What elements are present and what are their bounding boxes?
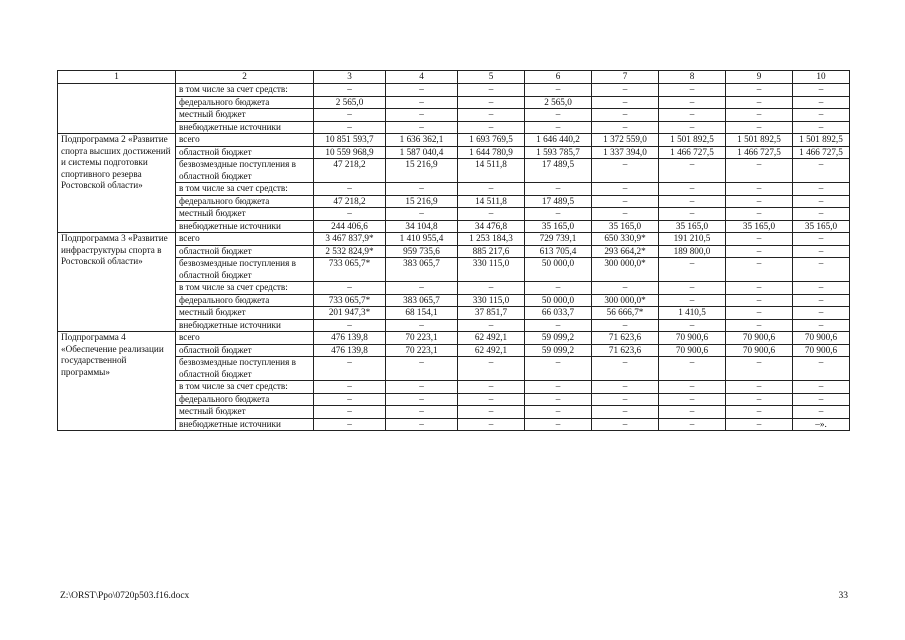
- amount-cell: –: [314, 406, 386, 419]
- amount-cell: –: [592, 319, 659, 332]
- file-path-footer: Z:\ORST\Ppo\0720p503.f16.docx: [60, 591, 190, 601]
- amount-cell: 1 593 785,7: [525, 146, 592, 159]
- amount-cell: 1 646 440,2: [525, 134, 592, 147]
- funding-source-label: федерального бюджета: [176, 393, 314, 406]
- amount-cell: –: [458, 109, 525, 122]
- funding-source-label: областной бюджет: [176, 245, 314, 258]
- column-number-cell: 5: [458, 71, 525, 84]
- amount-cell: –: [525, 208, 592, 221]
- amount-cell: –: [659, 406, 726, 419]
- amount-cell: 885 217,6: [458, 245, 525, 258]
- amount-cell: 35 165,0: [793, 220, 850, 233]
- amount-cell: –: [592, 195, 659, 208]
- amount-cell: –: [726, 183, 793, 196]
- amount-cell: –: [726, 159, 793, 183]
- table-row: [58, 319, 850, 332]
- funding-source-label: безвозмездные поступления в областной бюджет: [176, 159, 314, 183]
- amount-cell: 70 900,6: [659, 332, 726, 345]
- amount-cell: –: [386, 121, 458, 134]
- amount-cell: –: [386, 109, 458, 122]
- amount-cell: –: [386, 183, 458, 196]
- amount-cell: 300 000,0*: [592, 294, 659, 307]
- column-number-cell: 9: [726, 71, 793, 84]
- amount-cell: 1 501 892,5: [793, 134, 850, 147]
- table-row: [58, 96, 850, 109]
- amount-cell: 62 492,1: [458, 344, 525, 357]
- amount-cell: 244 406,6: [314, 220, 386, 233]
- amount-cell: –: [386, 418, 458, 431]
- table-row: [58, 195, 850, 208]
- table-row: [58, 183, 850, 196]
- amount-cell: 15 216,9: [386, 159, 458, 183]
- column-number-cell: 4: [386, 71, 458, 84]
- amount-cell: –: [386, 84, 458, 97]
- funding-source-label: местный бюджет: [176, 406, 314, 419]
- amount-cell: –: [314, 357, 386, 381]
- amount-cell: 1 466 727,5: [659, 146, 726, 159]
- amount-cell: –: [386, 393, 458, 406]
- amount-cell: 476 139,8: [314, 332, 386, 345]
- funding-source-label: в том числе за счет средств:: [176, 183, 314, 196]
- amount-cell: –: [726, 233, 793, 246]
- amount-cell: –».: [793, 418, 850, 431]
- amount-cell: –: [726, 121, 793, 134]
- amount-cell: 2 565,0: [314, 96, 386, 109]
- amount-cell: 70 900,6: [793, 332, 850, 345]
- amount-cell: –: [793, 258, 850, 282]
- amount-cell: –: [314, 121, 386, 134]
- amount-cell: 10 851 593,7: [314, 134, 386, 147]
- amount-cell: –: [525, 319, 592, 332]
- amount-cell: 1 644 780,9: [458, 146, 525, 159]
- amount-cell: –: [386, 381, 458, 394]
- amount-cell: 47 218,2: [314, 195, 386, 208]
- subprogram-name-cell: Подпрограмма 4 «Обеспечение реализации государственной программы»: [58, 332, 176, 431]
- funding-source-label: федерального бюджета: [176, 294, 314, 307]
- amount-cell: –: [525, 109, 592, 122]
- amount-cell: –: [659, 195, 726, 208]
- table-row: [58, 121, 850, 134]
- budget-table: [57, 70, 850, 431]
- amount-cell: 733 065,7*: [314, 258, 386, 282]
- amount-cell: 70 223,1: [386, 332, 458, 345]
- amount-cell: 35 165,0: [659, 220, 726, 233]
- amount-cell: –: [592, 282, 659, 295]
- amount-cell: –: [458, 84, 525, 97]
- amount-cell: –: [314, 393, 386, 406]
- amount-cell: –: [793, 121, 850, 134]
- amount-cell: 66 033,7: [525, 307, 592, 320]
- amount-cell: –: [458, 406, 525, 419]
- table-row: [58, 109, 850, 122]
- amount-cell: –: [386, 208, 458, 221]
- amount-cell: –: [458, 208, 525, 221]
- column-number-cell: 8: [659, 71, 726, 84]
- amount-cell: 1 501 892,5: [659, 134, 726, 147]
- funding-source-label: в том числе за счет средств:: [176, 381, 314, 394]
- table-row: [58, 258, 850, 282]
- table-row: [58, 357, 850, 381]
- amount-cell: 70 900,6: [726, 344, 793, 357]
- amount-cell: 1 636 362,1: [386, 134, 458, 147]
- amount-cell: –: [659, 357, 726, 381]
- amount-cell: –: [659, 109, 726, 122]
- amount-cell: 15 216,9: [386, 195, 458, 208]
- amount-cell: 35 165,0: [592, 220, 659, 233]
- amount-cell: –: [659, 294, 726, 307]
- amount-cell: 330 115,0: [458, 294, 525, 307]
- amount-cell: –: [793, 294, 850, 307]
- amount-cell: –: [793, 183, 850, 196]
- column-number-row: [58, 71, 850, 84]
- amount-cell: 1 466 727,5: [726, 146, 793, 159]
- table-row: [58, 159, 850, 183]
- funding-source-label: безвозмездные поступления в областной бюджет: [176, 357, 314, 381]
- amount-cell: 2 532 824,9*: [314, 245, 386, 258]
- amount-cell: 300 000,0*: [592, 258, 659, 282]
- amount-cell: –: [525, 121, 592, 134]
- column-number-cell: 3: [314, 71, 386, 84]
- amount-cell: –: [525, 84, 592, 97]
- amount-cell: –: [659, 319, 726, 332]
- amount-cell: –: [726, 406, 793, 419]
- amount-cell: –: [659, 84, 726, 97]
- funding-source-label: внебюджетные источники: [176, 418, 314, 431]
- amount-cell: 3 467 837,9*: [314, 233, 386, 246]
- amount-cell: –: [793, 109, 850, 122]
- amount-cell: –: [592, 183, 659, 196]
- funding-source-label: всего: [176, 134, 314, 147]
- amount-cell: –: [386, 319, 458, 332]
- amount-cell: –: [592, 393, 659, 406]
- amount-cell: 50 000,0: [525, 294, 592, 307]
- amount-cell: –: [726, 258, 793, 282]
- amount-cell: 47 218,2: [314, 159, 386, 183]
- amount-cell: –: [793, 393, 850, 406]
- subprogram-name-cell: Подпрограмма 2 «Развитие спорта высших достижений и системы подготовки спортивного резерва Ростовской области»: [58, 134, 176, 233]
- amount-cell: –: [314, 418, 386, 431]
- table-row: [58, 393, 850, 406]
- table-row: [58, 220, 850, 233]
- table-row: [58, 406, 850, 419]
- amount-cell: –: [314, 183, 386, 196]
- amount-cell: –: [592, 418, 659, 431]
- amount-cell: –: [726, 307, 793, 320]
- amount-cell: –: [659, 121, 726, 134]
- amount-cell: –: [726, 282, 793, 295]
- amount-cell: 10 559 968,9: [314, 146, 386, 159]
- amount-cell: –: [592, 406, 659, 419]
- amount-cell: –: [458, 282, 525, 295]
- amount-cell: –: [793, 357, 850, 381]
- table-row: [58, 208, 850, 221]
- amount-cell: –: [525, 357, 592, 381]
- amount-cell: –: [726, 195, 793, 208]
- amount-cell: 293 664,2*: [592, 245, 659, 258]
- amount-cell: 59 099,2: [525, 344, 592, 357]
- amount-cell: –: [793, 96, 850, 109]
- amount-cell: 1 337 394,0: [592, 146, 659, 159]
- amount-cell: –: [793, 282, 850, 295]
- amount-cell: 37 851,7: [458, 307, 525, 320]
- funding-source-label: всего: [176, 233, 314, 246]
- table-row: [58, 134, 850, 147]
- amount-cell: 17 489,5: [525, 159, 592, 183]
- amount-cell: –: [458, 183, 525, 196]
- amount-cell: –: [793, 245, 850, 258]
- amount-cell: 68 154,1: [386, 307, 458, 320]
- amount-cell: 1 253 184,3: [458, 233, 525, 246]
- amount-cell: –: [458, 121, 525, 134]
- funding-source-label: всего: [176, 332, 314, 345]
- amount-cell: 613 705,4: [525, 245, 592, 258]
- amount-cell: 50 000,0: [525, 258, 592, 282]
- amount-cell: 70 900,6: [726, 332, 793, 345]
- funding-source-label: местный бюджет: [176, 208, 314, 221]
- amount-cell: –: [793, 208, 850, 221]
- amount-cell: 1 410,5: [659, 307, 726, 320]
- amount-cell: 191 210,5: [659, 233, 726, 246]
- amount-cell: –: [458, 393, 525, 406]
- amount-cell: –: [793, 195, 850, 208]
- funding-source-label: областной бюджет: [176, 344, 314, 357]
- table-body: [58, 71, 850, 431]
- amount-cell: 71 623,6: [592, 332, 659, 345]
- subprogram-name-cell: [58, 84, 176, 134]
- amount-cell: –: [386, 282, 458, 295]
- table-row: [58, 146, 850, 159]
- table-row: [58, 84, 850, 97]
- amount-cell: 383 065,7: [386, 258, 458, 282]
- amount-cell: –: [659, 96, 726, 109]
- table-row: [58, 332, 850, 345]
- amount-cell: 34 104,8: [386, 220, 458, 233]
- amount-cell: 733 065,7*: [314, 294, 386, 307]
- amount-cell: –: [592, 159, 659, 183]
- amount-cell: 14 511,8: [458, 195, 525, 208]
- amount-cell: 34 476,8: [458, 220, 525, 233]
- amount-cell: –: [726, 294, 793, 307]
- table-row: [58, 233, 850, 246]
- amount-cell: 62 492,1: [458, 332, 525, 345]
- amount-cell: 189 800,0: [659, 245, 726, 258]
- amount-cell: –: [659, 418, 726, 431]
- amount-cell: 70 900,6: [793, 344, 850, 357]
- table-row: [58, 418, 850, 431]
- table-row: [58, 282, 850, 295]
- amount-cell: –: [659, 393, 726, 406]
- funding-source-label: в том числе за счет средств:: [176, 84, 314, 97]
- amount-cell: –: [726, 96, 793, 109]
- amount-cell: –: [793, 319, 850, 332]
- amount-cell: 1 466 727,5: [793, 146, 850, 159]
- amount-cell: 330 115,0: [458, 258, 525, 282]
- funding-source-label: федерального бюджета: [176, 96, 314, 109]
- amount-cell: –: [458, 418, 525, 431]
- amount-cell: 1 372 559,0: [592, 134, 659, 147]
- amount-cell: –: [726, 319, 793, 332]
- amount-cell: –: [793, 406, 850, 419]
- amount-cell: 729 739,1: [525, 233, 592, 246]
- page-number: 33: [838, 591, 848, 601]
- amount-cell: –: [659, 208, 726, 221]
- amount-cell: –: [525, 282, 592, 295]
- amount-cell: 56 666,7*: [592, 307, 659, 320]
- amount-cell: –: [314, 319, 386, 332]
- amount-cell: –: [458, 96, 525, 109]
- funding-source-label: внебюджетные источники: [176, 121, 314, 134]
- amount-cell: –: [458, 357, 525, 381]
- amount-cell: 1 587 040,4: [386, 146, 458, 159]
- amount-cell: –: [793, 233, 850, 246]
- amount-cell: –: [793, 84, 850, 97]
- amount-cell: 201 947,3*: [314, 307, 386, 320]
- amount-cell: –: [592, 84, 659, 97]
- amount-cell: –: [793, 381, 850, 394]
- table-row: [58, 245, 850, 258]
- amount-cell: –: [592, 381, 659, 394]
- funding-source-label: внебюджетные источники: [176, 319, 314, 332]
- amount-cell: –: [659, 159, 726, 183]
- amount-cell: –: [314, 381, 386, 394]
- amount-cell: –: [314, 84, 386, 97]
- amount-cell: –: [592, 121, 659, 134]
- table-row: [58, 307, 850, 320]
- column-number-cell: 2: [176, 71, 314, 84]
- amount-cell: –: [659, 282, 726, 295]
- amount-cell: –: [726, 381, 793, 394]
- amount-cell: –: [525, 393, 592, 406]
- table-row: [58, 381, 850, 394]
- amount-cell: 70 900,6: [659, 344, 726, 357]
- column-number-cell: 6: [525, 71, 592, 84]
- amount-cell: –: [659, 183, 726, 196]
- amount-cell: 1 693 769,5: [458, 134, 525, 147]
- amount-cell: 35 165,0: [525, 220, 592, 233]
- amount-cell: –: [659, 258, 726, 282]
- amount-cell: –: [592, 208, 659, 221]
- funding-source-label: в том числе за счет средств:: [176, 282, 314, 295]
- funding-source-label: местный бюджет: [176, 307, 314, 320]
- amount-cell: –: [314, 208, 386, 221]
- amount-cell: 70 223,1: [386, 344, 458, 357]
- amount-cell: 1 410 955,4: [386, 233, 458, 246]
- amount-cell: –: [726, 245, 793, 258]
- column-number-cell: 7: [592, 71, 659, 84]
- table-row: [58, 294, 850, 307]
- amount-cell: 650 330,9*: [592, 233, 659, 246]
- amount-cell: –: [458, 381, 525, 394]
- amount-cell: –: [726, 109, 793, 122]
- amount-cell: –: [592, 96, 659, 109]
- amount-cell: –: [592, 109, 659, 122]
- amount-cell: 17 489,5: [525, 195, 592, 208]
- amount-cell: 71 623,6: [592, 344, 659, 357]
- amount-cell: 35 165,0: [726, 220, 793, 233]
- amount-cell: 2 565,0: [525, 96, 592, 109]
- amount-cell: 476 139,8: [314, 344, 386, 357]
- amount-cell: –: [793, 159, 850, 183]
- amount-cell: –: [793, 307, 850, 320]
- subprogram-name-cell: Подпрограмма 3 «Развитие инфраструктуры спорта в Ростовской области»: [58, 233, 176, 332]
- amount-cell: –: [726, 84, 793, 97]
- amount-cell: –: [314, 109, 386, 122]
- amount-cell: –: [525, 406, 592, 419]
- amount-cell: 383 065,7: [386, 294, 458, 307]
- amount-cell: –: [726, 393, 793, 406]
- amount-cell: –: [386, 96, 458, 109]
- amount-cell: –: [458, 319, 525, 332]
- funding-source-label: федерального бюджета: [176, 195, 314, 208]
- amount-cell: –: [726, 357, 793, 381]
- amount-cell: –: [726, 418, 793, 431]
- column-number-cell: 1: [58, 71, 176, 84]
- amount-cell: –: [525, 418, 592, 431]
- amount-cell: 1 501 892,5: [726, 134, 793, 147]
- funding-source-label: внебюджетные источники: [176, 220, 314, 233]
- funding-source-label: местный бюджет: [176, 109, 314, 122]
- amount-cell: 14 511,8: [458, 159, 525, 183]
- amount-cell: –: [525, 381, 592, 394]
- table-row: [58, 344, 850, 357]
- amount-cell: –: [726, 208, 793, 221]
- amount-cell: 59 099,2: [525, 332, 592, 345]
- amount-cell: –: [386, 357, 458, 381]
- amount-cell: –: [659, 381, 726, 394]
- amount-cell: –: [592, 357, 659, 381]
- column-number-cell: 10: [793, 71, 850, 84]
- amount-cell: –: [386, 406, 458, 419]
- amount-cell: –: [314, 282, 386, 295]
- amount-cell: –: [525, 183, 592, 196]
- funding-source-label: областной бюджет: [176, 146, 314, 159]
- amount-cell: 959 735,6: [386, 245, 458, 258]
- funding-source-label: безвозмездные поступления в областной бюджет: [176, 258, 314, 282]
